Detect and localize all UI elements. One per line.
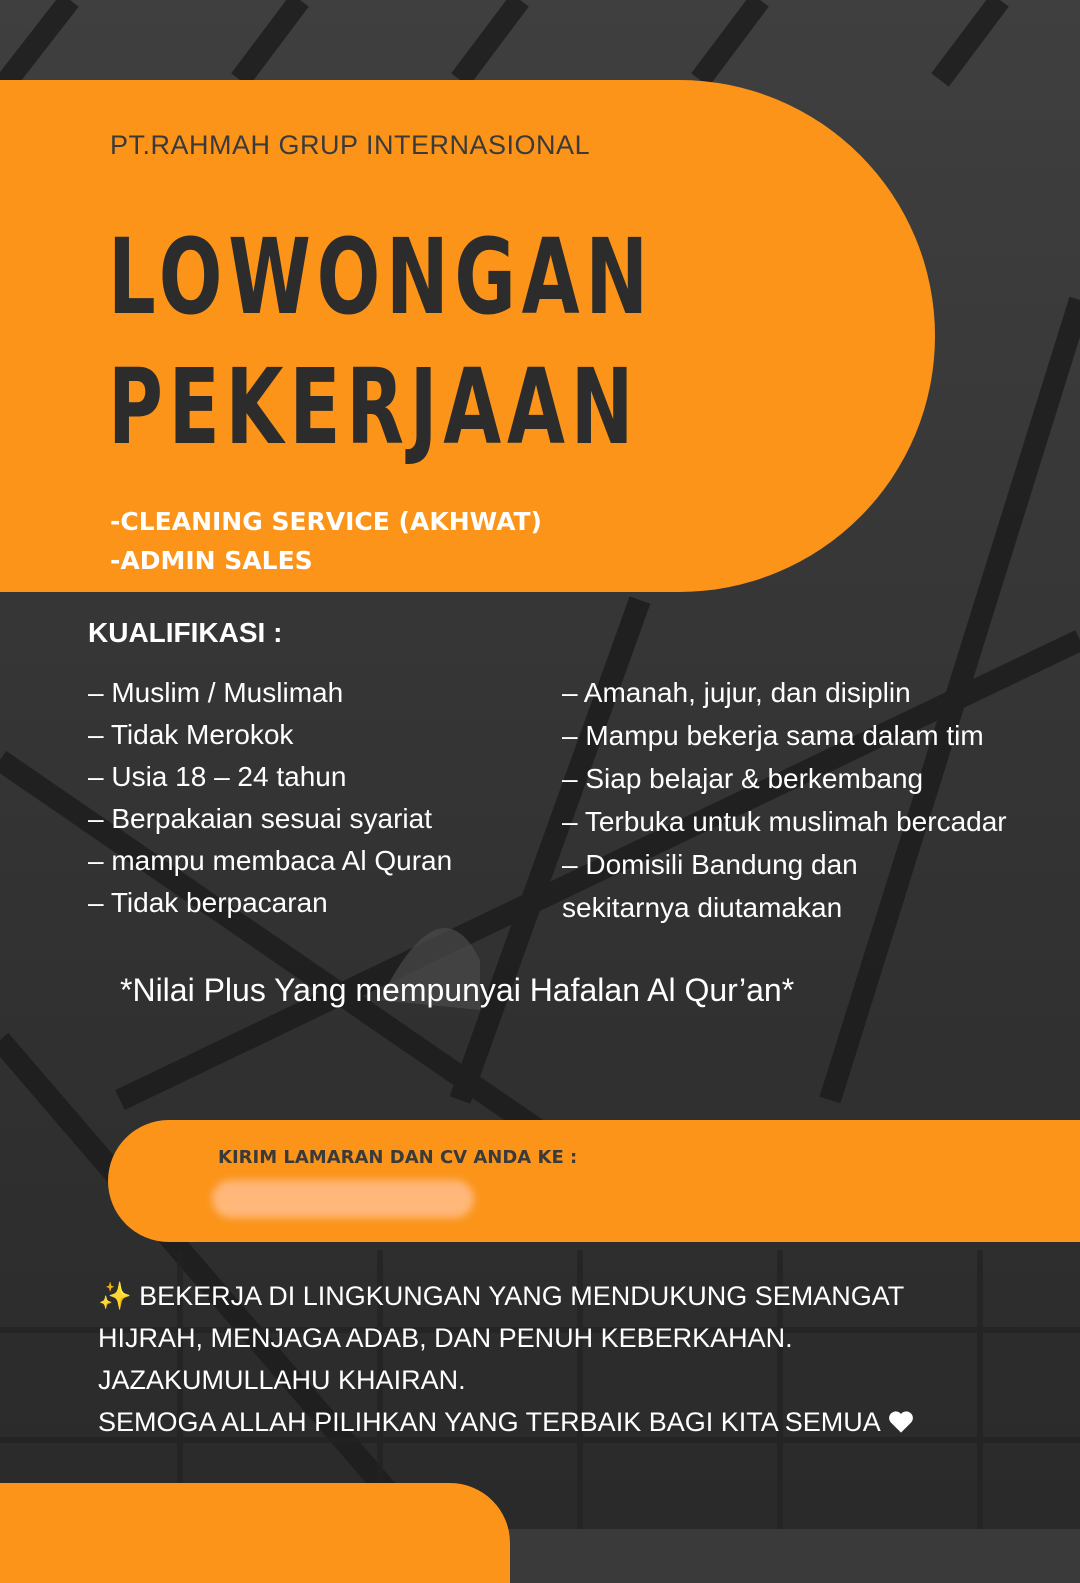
qualification-item: – Tidak Merokok — [88, 719, 294, 750]
qualification-item: – Berpakaian sesuai syariat — [88, 803, 432, 834]
closing-line-4: SEMOGA ALLAH PILIHKAN YANG TERBAIK BAGI KITA SEMUA — [98, 1407, 880, 1437]
title-line-1: LOWONGAN — [108, 216, 654, 338]
closing-message — [98, 1275, 1058, 1443]
job-positions — [110, 502, 542, 580]
qualification-item: – Muslim / Muslimah — [88, 677, 344, 708]
send-application-label: KIRIM LAMARAN DAN CV ANDA KE : — [218, 1147, 578, 1168]
qualification-item: – Amanah, jujur, dan disiplin — [562, 677, 911, 708]
qualification-item: – Terbuka untuk muslimah bercadar — [562, 806, 1007, 837]
position-item: -CLEANING SERVICE (AKHWAT) — [110, 507, 542, 536]
closing-line-3: JAZAKUMULLAHU KHAIRAN. — [98, 1365, 466, 1395]
white-heart-icon — [887, 1408, 915, 1434]
qualification-item: – Mampu bekerja sama dalam tim — [562, 720, 984, 751]
sparkles-icon: ✨ — [98, 1281, 132, 1311]
closing-line-1: BEKERJA DI LINGKUNGAN YANG MENDUKUNG SEMANGAT — [139, 1281, 905, 1311]
position-item: -ADMIN SALES — [110, 546, 313, 575]
company-name: PT.RAHMAH GRUP INTERNASIONAL — [110, 130, 591, 160]
page-title — [108, 212, 654, 472]
plus-note: *Nilai Plus Yang mempunyai Hafalan Al Qur’an* — [120, 972, 795, 1008]
redacted-contact — [212, 1180, 474, 1218]
qualifications-right-list — [562, 671, 1062, 929]
closing-line-2: HIJRAH, MENJAGA ADAB, DAN PENUH KEBERKAHAN. — [98, 1323, 793, 1353]
title-line-2: PEKERJAAN — [108, 346, 640, 468]
qualification-item: – Usia 18 – 24 tahun — [88, 761, 347, 792]
qualification-item: – mampu membaca Al Quran — [88, 845, 453, 876]
qualifications-left-list — [88, 672, 528, 924]
qualifications-heading: KUALIFIKASI : — [88, 617, 283, 648]
qualification-item: – Domisili Bandung dan — [562, 849, 858, 880]
qualification-item: sekitarnya diutamakan — [562, 892, 843, 923]
bottom-accent-tab — [0, 1483, 510, 1583]
qualification-item: – Siap belajar & berkembang — [562, 763, 924, 794]
qualification-item: – Tidak berpacaran — [88, 887, 328, 918]
